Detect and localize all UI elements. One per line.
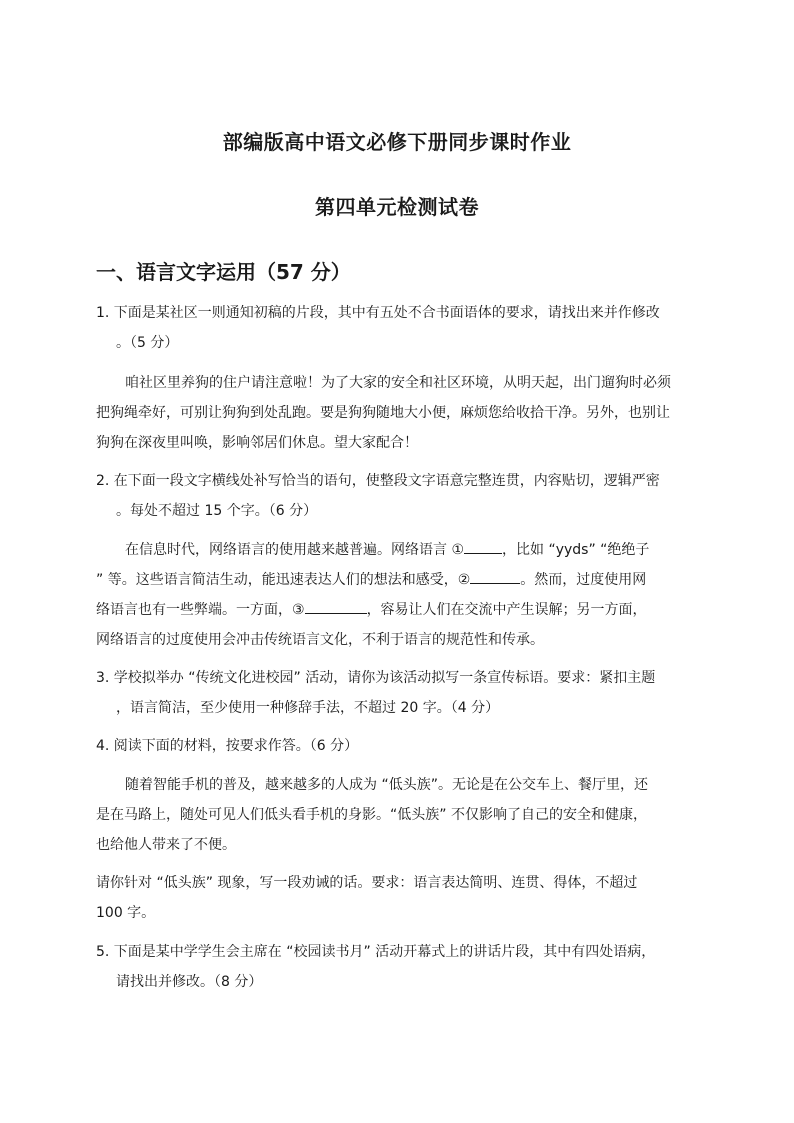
q1-passage-line1: 咱社区里养狗的住户请注意啦！为了大家的安全和社区环境，从明天起，出门遛狗时必须	[125, 375, 671, 391]
document-subtitle: 第四单元检测试卷	[315, 195, 479, 219]
q4-passage-line3: 也给他人带来了不便。	[96, 837, 236, 853]
q1-passage-line2: 把狗绳牵好，可别让狗狗到处乱跑。要是狗狗随地大小便，麻烦您给收拾干净。另外，也别让	[96, 405, 670, 421]
q4-prompt: 4. 阅读下面的材料，按要求作答。（6 分）	[96, 738, 359, 754]
q3-prompt-line1: 3. 学校拟举办 “传统文化进校园” 活动，请你为该活动拟写一条宣传标语。要求：紧扣主题	[96, 670, 656, 686]
q5-prompt-line1: 5. 下面是某中学学生会主席在 “校园读书月” 活动开幕式上的讲话片段，其中有四处语病，	[96, 944, 656, 960]
q5-prompt-line2: 请找出并修改。（8 分）	[116, 974, 263, 990]
q2-text: ，容易让人们在交流中产生误解；另一方面，	[366, 602, 647, 618]
q4-task-line1: 请你针对 “低头族” 现象，写一段劝诫的话。要求：语言表达简明、连贯、得体，不超过	[96, 875, 638, 891]
q2-passage-line4: 网络语言的过度使用会冲击传统语言文化，不利于语言的规范性和传承。	[96, 632, 544, 648]
q2-passage-line1	[125, 535, 735, 565]
q1-prompt-line2: 。（5 分）	[116, 335, 179, 351]
q1-prompt-line1: 1. 下面是某社区一则通知初稿的片段，其中有五处不合书面语体的要求，请找出来并作修改	[96, 305, 660, 321]
q2-passage-line3	[96, 595, 706, 625]
q4-passage-line2: 是在马路上，随处可见人们低头看手机的身影。“低头族” 不仅影响了自己的安全和健康，	[96, 807, 647, 823]
q1-passage-line3: 狗狗在深夜里叫唤，影响邻居们休息。望大家配合！	[96, 435, 418, 451]
q2-prompt-line2: 。每处不超过 15 个字。（6 分）	[116, 503, 318, 519]
q2-text: ，比如 “yyds” “绝绝子	[502, 542, 650, 558]
q2-text: 在信息时代，网络语言的使用越来越普遍。网络语言 ①	[125, 542, 464, 558]
answer-blank-3[interactable]	[305, 597, 367, 614]
q2-prompt-line1: 2. 在下面一段文字横线处补写恰当的语句，使整段文字语意完整连贯，内容贴切，逻辑严密	[96, 473, 660, 489]
q2-text: 络语言也有一些弊端。一方面，③	[96, 602, 305, 618]
answer-blank-1[interactable]	[464, 537, 502, 554]
q4-task-line2: 100 字。	[96, 905, 156, 921]
answer-blank-2[interactable]	[470, 567, 520, 584]
q2-text: ” 等。这些语言简洁生动，能迅速表达人们的想法和感受，②	[96, 572, 471, 588]
q2-passage-line2	[96, 565, 706, 595]
section-heading: 一、语言文字运用（57 分）	[96, 260, 351, 284]
q4-passage-line1: 随着智能手机的普及，越来越多的人成为 “低头族”。无论是在公交车上、餐厅里，还	[125, 777, 648, 793]
q3-prompt-line2: ，语言简洁，至少使用一种修辞手法，不超过 20 字。（4 分）	[116, 700, 500, 716]
q2-text: 。然而，过度使用网	[520, 572, 647, 588]
document-title: 部编版高中语文必修下册同步课时作业	[222, 130, 572, 154]
